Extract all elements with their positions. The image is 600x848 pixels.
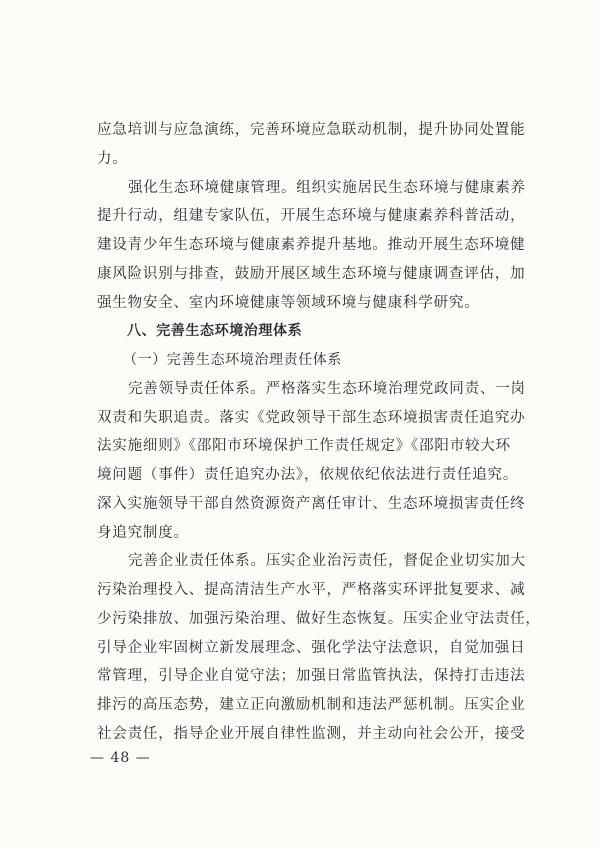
text-line: 康风险识别与排查，鼓励开展区域生态环境与健康调查评估，加 xyxy=(97,265,526,282)
section-heading: 八、完善生态环境治理体系 xyxy=(127,323,303,340)
text-line: 完善领导责任体系。严格落实生态环境治理党政同责、一岗 xyxy=(128,380,526,397)
subsection-heading: （一）完善生态环境治理责任体系 xyxy=(123,352,342,368)
text-line: 污染治理投入、提高清洁生产水平，严格落实环评批复要求、减 xyxy=(97,582,526,598)
text-line: 少污染排放、加强污染治理、做好生态恢复。压实企业守法责任， xyxy=(97,610,541,627)
text-line: 法实施细则》《邵阳市环境保护工作责任规定》《邵阳市较大环 xyxy=(97,438,511,455)
text-line: 完善企业责任体系。压实企业治污责任，督促企业切实加大 xyxy=(128,553,526,570)
text-line: 双责和失职追责。落实《党政领导干部生态环境损害责任追究办 xyxy=(97,409,526,426)
text-line: 引导企业牢固树立新发展理念、强化学法守法意识，自觉加强日 xyxy=(97,639,526,656)
text-line: 深入实施领导干部自然资源资产离任审计、生态环境损害责任终 xyxy=(97,495,526,512)
text-line: 力。 xyxy=(97,150,128,167)
page-number: — 48 — xyxy=(90,750,151,766)
text-line: 建设青少年生态环境与健康素养提升基地。推动开展生态环境健 xyxy=(97,237,526,253)
text-line: 强化生态环境健康管理。组织实施居民生态环境与健康素养 xyxy=(128,179,526,196)
text-line: 应急培训与应急演练，完善环境应急联动机制，提升协同处置能 xyxy=(97,122,526,138)
text-line: 排污的高压态势，建立正向激励机制和违法严惩机制。压实企业 xyxy=(97,697,526,713)
text-line: 提升行动，组建专家队伍，开展生态环境与健康素养科普活动， xyxy=(97,208,526,225)
text-line: 境问题（事件）责任追究办法》，依规依纪依法进行责任追究。 xyxy=(97,467,519,483)
text-line: 身追究制度。 xyxy=(97,524,189,541)
text-line: 强生物安全、室内环境健康等领域环境与健康科学研究。 xyxy=(97,294,480,311)
text-line: 常管理，引导企业自觉守法；加强日常监管执法，保持打击违法 xyxy=(97,668,526,685)
text-line: 社会责任，指导企业开展自律性监测，并主动向社会公开，接受 xyxy=(97,725,526,742)
document-body xyxy=(97,116,541,749)
